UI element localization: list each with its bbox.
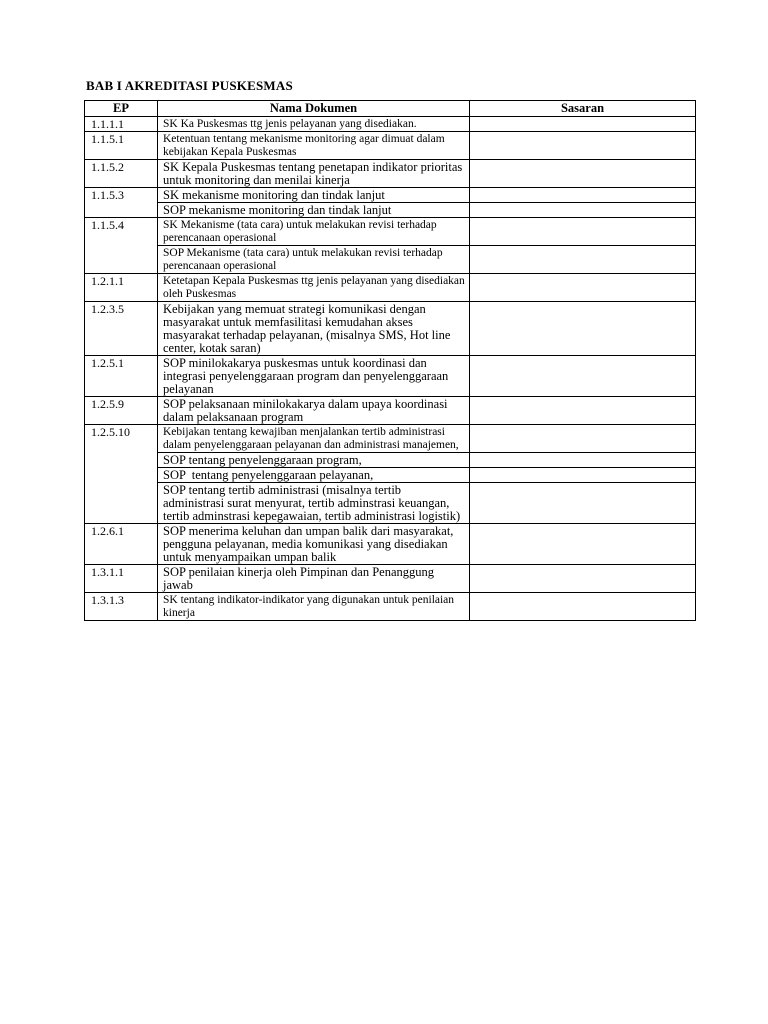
sasaran-cell: [470, 132, 696, 160]
sasaran-cell: [470, 425, 696, 453]
ep-cell: 1.3.1.3: [85, 593, 158, 621]
table-row: [85, 274, 696, 302]
sasaran-cell: [470, 524, 696, 565]
document-name-cell: SOP mekanisme monitoring dan tindak lanjut: [158, 203, 470, 218]
document-name-cell: SK Ka Puskesmas ttg jenis pelayanan yang disediakan.: [158, 117, 470, 132]
ep-cell: 1.2.3.5: [85, 302, 158, 356]
sasaran-cell: [470, 188, 696, 203]
table-row: [85, 468, 696, 483]
document-name-cell: SOP tentang penyelenggaraan program,: [158, 453, 470, 468]
table-row: [85, 425, 696, 453]
header-ep: EP: [85, 101, 158, 117]
sasaran-cell: [470, 246, 696, 274]
document-name-cell: SOP penilaian kinerja oleh Pimpinan dan Penanggung jawab: [158, 565, 470, 593]
sasaran-cell: [470, 302, 696, 356]
document-name-cell: Kebijakan tentang kewajiban menjalankan tertib administrasi dalam penyelenggaraan pelayanan dan administrasi manajemen,: [158, 425, 470, 453]
table-header-row: [85, 101, 696, 117]
ep-cell: 1.3.1.1: [85, 565, 158, 593]
table-row: [85, 524, 696, 565]
sasaran-cell: [470, 160, 696, 188]
ep-cell: 1.1.5.2: [85, 160, 158, 188]
sasaran-cell: [470, 117, 696, 132]
ep-cell: 1.2.5.9: [85, 397, 158, 425]
ep-cell: 1.1.5.1: [85, 132, 158, 160]
document-name-cell: SK Kepala Puskesmas tentang penetapan indikator prioritas untuk monitoring dan menilai kinerja: [158, 160, 470, 188]
document-name-cell: SOP tentang tertib administrasi (misalnya tertib administrasi surat menyurat, tertib adminstrasi keuangan, tertib adminstrasi kepegawaian, tertib administrasi logistik): [158, 483, 470, 524]
sasaran-cell: [470, 203, 696, 218]
table-row: [85, 203, 696, 218]
sasaran-cell: [470, 453, 696, 468]
table-row: [85, 160, 696, 188]
table-row: [85, 246, 696, 274]
table-row: [85, 218, 696, 246]
table-row: [85, 397, 696, 425]
document-name-cell: Ketentuan tentang mekanisme monitoring agar dimuat dalam kebijakan Kepala Puskesmas: [158, 132, 470, 160]
document-name-cell: Kebijakan yang memuat strategi komunikasi dengan masyarakat untuk memfasilitasi kemudahan akses masyarakat terhadap pelayanan, (misalnya SMS, Hot line center, kotak saran): [158, 302, 470, 356]
sasaran-cell: [470, 483, 696, 524]
ep-cell: 1.2.6.1: [85, 524, 158, 565]
table-row: [85, 356, 696, 397]
document-name-cell: SOP tentang penyelenggaraan pelayanan,: [158, 468, 470, 483]
table-row: [85, 593, 696, 621]
sasaran-cell: [470, 565, 696, 593]
document-name-cell: SOP pelaksanaan minilokakarya dalam upaya koordinasi dalam pelaksanaan program: [158, 397, 470, 425]
sasaran-cell: [470, 593, 696, 621]
document-name-cell: SOP minilokakarya puskesmas untuk koordinasi dan integrasi penyelenggaraan program dan penyelenggaraan pelayanan: [158, 356, 470, 397]
ep-cell: 1.2.5.1: [85, 356, 158, 397]
ep-cell: 1.1.5.3: [85, 188, 158, 218]
document-name-cell: SOP menerima keluhan dan umpan balik dari masyarakat, pengguna pelayanan, media komunikasi yang disediakan untuk menyampaikan umpan balik: [158, 524, 470, 565]
sasaran-cell: [470, 397, 696, 425]
sasaran-cell: [470, 356, 696, 397]
document-name-cell: Ketetapan Kepala Puskesmas ttg jenis pelayanan yang disediakan oleh Puskesmas: [158, 274, 470, 302]
header-nama-dokumen: Nama Dokumen: [158, 101, 470, 117]
ep-cell: 1.1.1.1: [85, 117, 158, 132]
table-row: [85, 453, 696, 468]
table-row: [85, 117, 696, 132]
table-row: [85, 132, 696, 160]
sasaran-cell: [470, 218, 696, 246]
document-name-cell: SK mekanisme monitoring dan tindak lanjut: [158, 188, 470, 203]
ep-cell: 1.2.5.10: [85, 425, 158, 524]
ep-cell: 1.2.1.1: [85, 274, 158, 302]
document-table: [84, 100, 696, 621]
document-name-cell: SK Mekanisme (tata cara) untuk melakukan revisi terhadap perencanaan operasional: [158, 218, 470, 246]
table-row: [85, 188, 696, 203]
header-sasaran: Sasaran: [470, 101, 696, 117]
sasaran-cell: [470, 468, 696, 483]
table-row: [85, 483, 696, 524]
document-name-cell: SOP Mekanisme (tata cara) untuk melakukan revisi terhadap perencanaan operasional: [158, 246, 470, 274]
table-row: [85, 302, 696, 356]
document-title: BAB I AKREDITASI PUSKESMAS: [86, 78, 293, 93]
sasaran-cell: [470, 274, 696, 302]
document-name-cell: SK tentang indikator-indikator yang digunakan untuk penilaian kinerja: [158, 593, 470, 621]
ep-cell: 1.1.5.4: [85, 218, 158, 274]
table-row: [85, 565, 696, 593]
